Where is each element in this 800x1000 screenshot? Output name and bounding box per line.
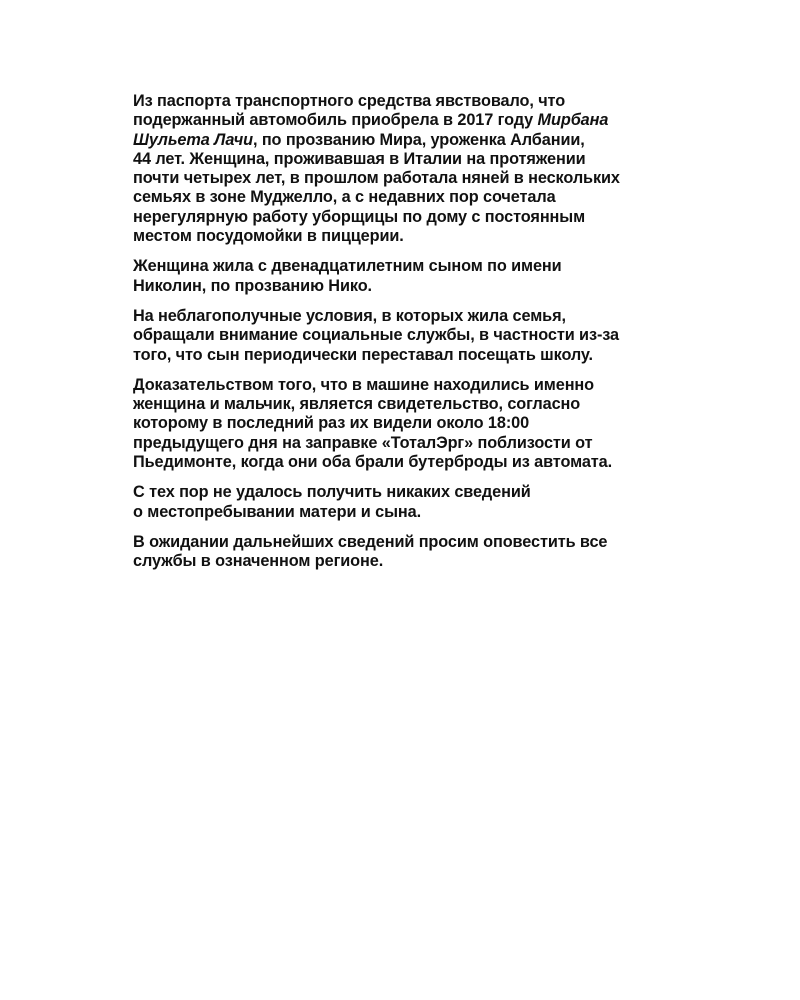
line-text: , по прозванию Мира, уроженка Албании,: [252, 130, 585, 149]
line-text: Женщина жила с двенадцатилетним сыном по имени: [133, 257, 562, 276]
line-text: С тех пор не удалось получить никаких сведений: [133, 483, 531, 502]
text-line: [133, 395, 703, 414]
line-text: 44 лет. Женщина, проживавшая в Италии на протяжении: [133, 149, 586, 168]
paragraph-1: [133, 92, 703, 246]
text-line: [133, 257, 703, 276]
line-text: предыдущего дня на заправке «ТоталЭрг» поблизости от: [133, 433, 593, 452]
line-text: которому в последний раз их видели около 18:00: [133, 414, 530, 433]
line-text: о местопребывании матери и сына.: [133, 502, 422, 521]
line-text: семьях в зоне Муджелло, а с недавних пор сочетала: [133, 188, 556, 207]
text-line: [133, 188, 703, 207]
text-line: [133, 169, 703, 188]
text-line: [133, 503, 703, 522]
paragraph-6: [133, 533, 703, 572]
italic-name-text: Шульета Лачи: [133, 130, 253, 149]
line-text: подержанный автомобиль приобрела в 2017 году: [133, 111, 538, 130]
text-line: [133, 227, 703, 246]
line-text: Пьедимонте, когда они оба брали бутерброды из автомата.: [133, 453, 613, 472]
paragraph-3: [133, 307, 703, 365]
text-line: [133, 453, 703, 472]
line-text: На неблагополучные условия, в которых жила семья,: [133, 306, 566, 325]
text-line: [133, 111, 703, 130]
document-body: [133, 92, 703, 583]
paragraph-5: [133, 483, 703, 522]
text-line: [133, 483, 703, 502]
line-text: того, что сын периодически переставал посещать школу.: [133, 345, 593, 364]
paragraph-2: [133, 257, 703, 296]
line-text: местом посудомойки в пиццерии.: [133, 227, 404, 246]
text-line: [133, 150, 703, 169]
text-line: [133, 277, 703, 296]
text-line: [133, 346, 703, 365]
line-text: Николин, по прозванию Нико.: [133, 276, 372, 295]
text-line: [133, 414, 703, 433]
line-text: обращали внимание социальные службы, в частности из-за: [133, 326, 620, 345]
text-line: [133, 434, 703, 453]
text-line: [133, 92, 703, 111]
text-line: [133, 326, 703, 345]
line-text: Доказательством того, что в машине находились именно: [133, 375, 595, 394]
text-line: [133, 131, 703, 150]
text-line: [133, 533, 703, 552]
line-text: нерегулярную работу уборщицы по дому с постоянным: [133, 207, 586, 226]
paragraph-4: [133, 376, 703, 472]
line-text: женщина и мальчик, является свидетельство, согласно: [133, 395, 581, 414]
line-text: В ожидании дальнейших сведений просим оповестить все: [133, 532, 608, 551]
text-line: [133, 307, 703, 326]
line-text: почти четырех лет, в прошлом работала няней в нескольких: [133, 169, 620, 188]
text-line: [133, 208, 703, 227]
line-text: Из паспорта транспортного средства явствовало, что: [133, 92, 566, 110]
text-line: [133, 376, 703, 395]
line-text: службы в означенном регионе.: [133, 552, 384, 571]
text-line: [133, 552, 703, 571]
italic-name-text: Мирбана: [537, 111, 609, 130]
